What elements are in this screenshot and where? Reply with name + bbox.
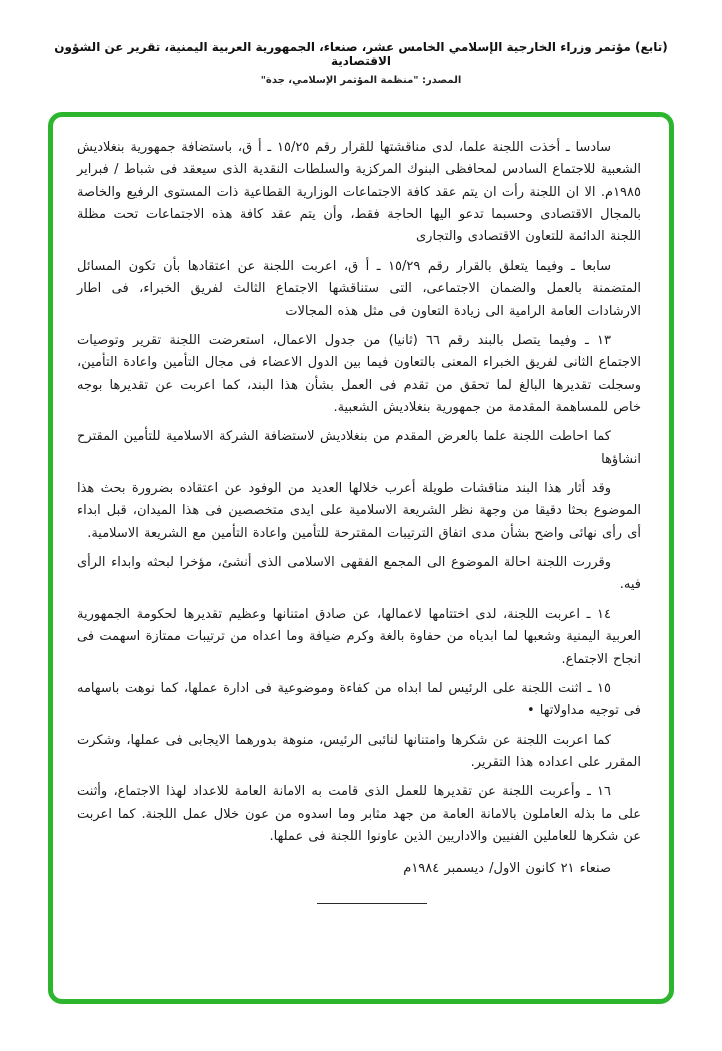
document-header — [0, 0, 722, 86]
document-paragraph: كما اعربت اللجنة عن شكرها وامتنانها لنائبى الرئيس، منوهة بدورهما الايجابى فى عملها، وشكرت المقرر على اعداده هذا التقرير. — [77, 732, 641, 770]
document-paragraph: ١٥ ـ اثنت اللجنة على الرئيس لما ابداه من كفاءة وموضوعية فى ادارة عملها، كما نوهت باسهامه فى توجيه مداولاتها • — [77, 680, 641, 719]
document-source: المصدر: "منظمة المؤتمر الإسلامي، جدة" — [260, 75, 462, 86]
document-paragraph: ١٦ ـ وأعربت اللجنة عن تقديرها للعمل الذى قامت به الامانة العامة للاعداد لهذا الاجتماع، وأثنت على ما بذله العاملون بالامانة العامة من جهد مثابر وما اسدوه من عون خلال عمل اللجنة. كما اعربت عن شكرها للعاملين الفنيين والاداريين الذين عاونوا اللجنة فى عملها. — [77, 784, 641, 845]
document-paragraph: وقد أثار هذا البند مناقشات طويلة أعرب خلالها العديد من الوفود عن اعتقاده بضرورة بحث هذا الموضوع بحثا دقيقا من وجهة نظر الشريعة الاسلامية على ايدى متخصصين فى هذا الميدان، قبل ابداء أى رأى نهائى واضح بشأن مدى اتفاق الترتيبات المقترحة للتأمين واعادة التأمين مع الشريعة الاسلامية. — [77, 481, 641, 541]
document-date-line: صنعاء ٢١ كانون الاول/ ديسمبر ١٩٨٤م — [403, 861, 611, 877]
document-paragraph: كما احاطت اللجنة علما بالعرض المقدم من بنغلاديش لاستضافة الشركة الاسلامية للتأمين المقترح انشاؤها — [77, 429, 641, 467]
end-of-document-rule — [317, 903, 427, 904]
document-paragraph: سادسا ـ أخذت اللجنة علما، لدى مناقشتها للقرار رقم ١٥/٢٥ ـ أ ق، باستضافة جمهورية بنغلاديش الشعبية للاجتماع السادس لمحافظى البنوك المركزية والسلطات النقدية الذى سيعقد فى شباط / فبراير ١٩٨٥م. الا ان اللجنة رأت ان يتم عقد كافة الاجتماعات الوزارية القطاعية ذات المستوى الرفيع والخاصة بالمجال الاقتصادى وحسبما تدعو اليها الحاجة فقط، وأن يتم عقد كافة هذه الاجتماعات تحت مظلة اللجنة الدائمة للتعاون الاقتصادى والتجارى — [77, 140, 641, 245]
document-paragraph: وقررت اللجنة احالة الموضوع الى المجمع الفقهى الاسلامى الذى أنشئ، مؤخرا لبحثه وابداء الرأى فيه. — [77, 555, 641, 593]
document-green-frame — [48, 112, 674, 1004]
document-paragraph: سابعا ـ وفيما يتعلق بالقرار رقم ١٥/٢٩ ـ أ ق، اعربت اللجنة عن اعتقادها بأن تكون المسائل المتضمنة بالعمل والضمان الاجتماعى، التى ستناقشها الاجتماع الثالث لفريق الخبراء، فى اطار الارشادات العامة الرامية الى زيادة التعاون فى مثل هذه المجالات — [77, 258, 641, 319]
document-paragraph: ١٣ ـ وفيما يتصل بالبند رقم ٦٦ (ثانيا) من جدول الاعمال، استعرضت اللجنة تقرير وتوصيات الاجتماع الثانى لفريق الخبراء المعنى بالتعاون فيما بين الدول الاعضاء فى مجال التأمين واعادة التأمين، وسجلت تقديرها البالغ لما تحقق من تقدم فى العمل بشأن هذا البند، كما اعربت عن تقديرها بوجه خاص للمساهمة المقدمة من جمهورية بنغلاديش الشعبية. — [77, 332, 641, 415]
document-paragraph: ١٤ ـ اعربت اللجنة، لدى اختتامها لاعمالها، عن صادق امتنانها وعظيم تقديرها لحكومة الجمهورية العربية اليمنية وشعبها لما ابدياه من حفاوة بالغة وكرم ضيافة وما اعداه من ترتيبات ممتازة اسهمت فى انجاح الاجتماع. — [77, 606, 641, 667]
document-title: (تابع) مؤتمر وزراء الخارجية الإسلامي الخامس عشر، صنعاء، الجمهورية العربية اليمنية، تقرير عن الشؤون الاقتصادية — [54, 40, 668, 68]
